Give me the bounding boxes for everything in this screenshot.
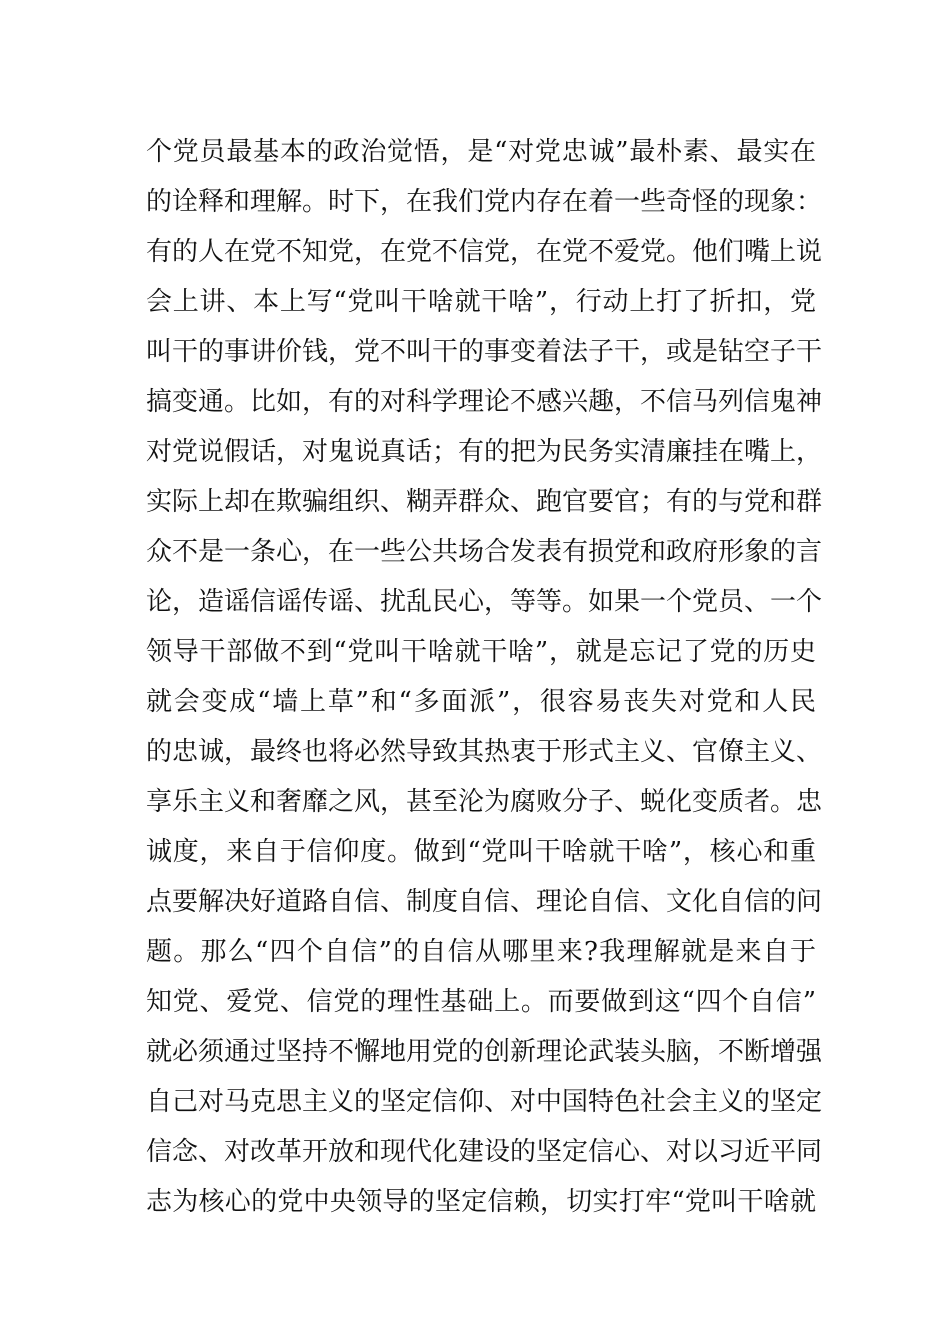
text-line-14: 享乐主义和奢靡之风，甚至沦为腐败分子、蜕化变质者。忠: [146, 787, 823, 817]
text-line-6: 搞变通。比如，有的对科学理论不感兴趣，不信马列信鬼神: [146, 387, 823, 417]
text-line-1: 个党员最基本的政治觉悟，是“对党忠诚”最朴素、最实在: [146, 137, 816, 167]
text-line-15: 诚度，来自于信仰度。做到“党叫干啥就干啥”，核心和重: [146, 837, 816, 867]
text-line-4: 会上讲、本上写“党叫干啥就干啥”，行动上打了折扣，党: [146, 287, 816, 317]
text-line-11: 领导干部做不到“党叫干啥就干啥”，就是忘记了党的历史: [146, 637, 816, 667]
body-paragraph: [146, 127, 823, 1227]
text-line-10: 论，造谣信谣传谣、扰乱民心，等等。如果一个党员、一个: [146, 587, 823, 617]
text-line-5: 叫干的事讲价钱，党不叫干的事变着法子干，或是钻空子干: [146, 337, 823, 367]
text-line-17: 题。那么“四个自信”的自信从哪里来?我理解就是来自于: [146, 937, 816, 967]
text-line-12: 就会变成“墙上草”和“多面派”，很容易丧失对党和人民: [146, 687, 816, 717]
text-line-2: 的诠释和理解。时下，在我们党内存在着一些奇怪的现象：: [146, 187, 823, 217]
text-line-9: 众不是一条心，在一些公共场合发表有损党和政府形象的言: [146, 537, 823, 567]
text-line-20: 自己对马克思主义的坚定信仰、对中国特色社会主义的坚定: [146, 1087, 823, 1117]
text-line-18: 知党、爱党、信党的理性基础上。而要做到这“四个自信”: [146, 987, 816, 1017]
text-line-13: 的忠诚，最终也将必然导致其热衷于形式主义、官僚主义、: [146, 737, 823, 767]
text-line-16: 点要解决好道路自信、制度自信、理论自信、文化自信的问: [146, 887, 823, 917]
text-line-7: 对党说假话，对鬼说真话；有的把为民务实清廉挂在嘴上，: [146, 437, 823, 467]
text-line-19: 就必须通过坚持不懈地用党的创新理论武装头脑，不断增强: [146, 1037, 823, 1067]
text-line-8: 实际上却在欺骗组织、糊弄群众、跑官要官；有的与党和群: [146, 487, 823, 517]
text-line-3: 有的人在党不知党，在党不信党，在党不爱党。他们嘴上说: [146, 237, 823, 267]
text-line-21: 信念、对改革开放和现代化建设的坚定信心、对以习近平同: [146, 1137, 823, 1167]
text-line-22: 志为核心的党中央领导的坚定信赖，切实打牢“党叫干啥就: [146, 1187, 816, 1217]
